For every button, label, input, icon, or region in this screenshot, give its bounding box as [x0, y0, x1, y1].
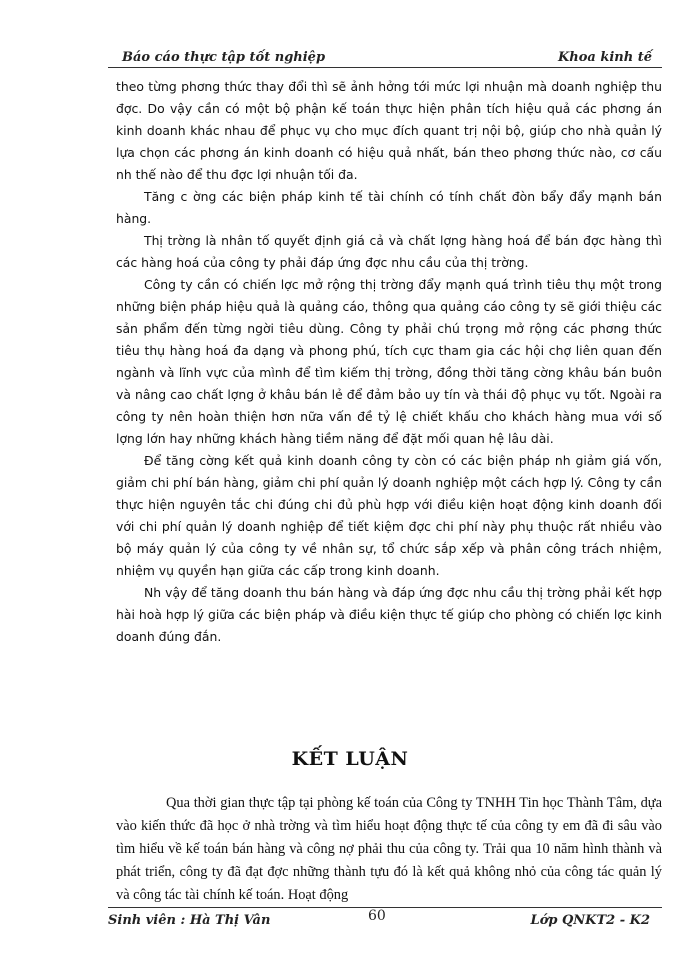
conclusion-paragraph: Qua thời gian thực tập tại phòng kế toán của Công ty TNHH Tin học Thành Tâm, dựa vào kiến thức đã học ở nhà trờng và tìm hiểu hoạt động thực tế của công ty em đã đi sâu vào tìm hiểu về kế toán bán hàng và công nợ phải thu của công ty. Trải qua 10 năm hình thành và phát triển, công ty đã đạt đợc những thành tựu đó là kết quả không nhỏ của công tác quản lý và công tác tài chính kế toán. Hoạt động — [116, 795, 662, 903]
header-report-title: Báo cáo thực tập tốt nghiệp — [122, 50, 326, 65]
footer-class: Lớp QNKT2 - K2 — [530, 913, 650, 928]
body-paragraph-3: Thị trờng là nhân tố quyết định giá cả và chất lợng hàng hoá để bán đợc hàng thì các hàng hoá của công ty phải đáp ứng đợc nhu cầu của thị trờng. — [116, 233, 662, 270]
body-text — [116, 76, 662, 648]
header-faculty: Khoa kinh tế — [557, 50, 652, 65]
body-paragraph-1: theo từng phơng thức thay đổi thì sẽ ảnh hởng tới mức lợi nhuận mà doanh nghiệp thu đợc. Do vậy cần có một bộ phận kế toán thực hiện phân tích hiệu quả các phơng án kinh doanh khác nhau để phục vụ cho mục đích quant trị nội bộ, giúp cho nhà quản lý lựa chọn các phơng án kinh doanh có hiệu quả nhất, bán theo phơng thức nào, cơ cấu nh thế nào để thu đợc lợi nhuận tối đa. — [116, 79, 662, 182]
header-divider — [108, 67, 662, 68]
conclusion-heading: KẾT LUẬN — [291, 748, 409, 770]
body-paragraph-4: Công ty cần có chiến lợc mở rộng thị trờng đẩy mạnh quá trình tiêu thụ một trong những biện pháp hiệu quả là quảng cáo, thông qua quảng cáo công ty sẽ giới thiệu các sản phẩm đến từng ngời tiêu dùng. Công ty phải chú trọng mở rộng các phơng thức tiêu thụ hàng hoá đa dạng và phong phú, tích cực tham gia các hội chợ liên quan đến ngành và lĩnh vực của mình để tìm kiếm thị trờng, đồng thời tăng cờng khâu bán buôn và nâng cao chất lợng ở khâu bán lẻ để đảm bảo uy tín và thái độ phục vụ tốt. Ngoài ra công ty nên hoàn thiện hơn nữa vấn đề tỷ lệ chiết khấu cho khách hàng mua với số lợng lớn hay những khách hàng tiềm năng để đặt mối quan hệ lâu dài. — [116, 277, 662, 446]
body-paragraph-5: Để tăng cờng kết quả kinh doanh công ty còn có các biện pháp nh giảm giá vốn, giảm chi phí bán hàng, giảm chi phí quản lý doanh nghiệp một cách hợp lý. Công ty cần thực hiện nguyên tắc chi đúng chi đủ phù hợp với điều kiện hoạt động kinh doanh đối với chi phí quản lý doanh nghiệp để tiết kiệm đợc chi phí này phụ thuộc rất nhiều vào bộ máy quản lý của công ty về nhân sự, tổ chức sắp xếp và phân công trách nhiệm, nhiệm vụ quyền hạn giữa các cấp trong kinh doanh. — [116, 453, 662, 578]
conclusion-text — [116, 792, 662, 907]
body-paragraph-6: Nh vậy để tăng doanh thu bán hàng và đáp ứng đợc nhu cầu thị trờng phải kết hợp hài hoà hợp lý giữa các biện pháp và điều kiện thực tế giúp cho phòng có chiến lợc kinh doanh đúng đắn. — [116, 585, 662, 644]
body-paragraph-2: Tăng c ờng các biện pháp kinh tế tài chính có tính chất đòn bẩy đẩy mạnh bán hàng. — [116, 189, 662, 226]
page-number: 60 — [368, 908, 386, 924]
footer-student-name: Sinh viên : Hà Thị Vân — [108, 913, 271, 928]
